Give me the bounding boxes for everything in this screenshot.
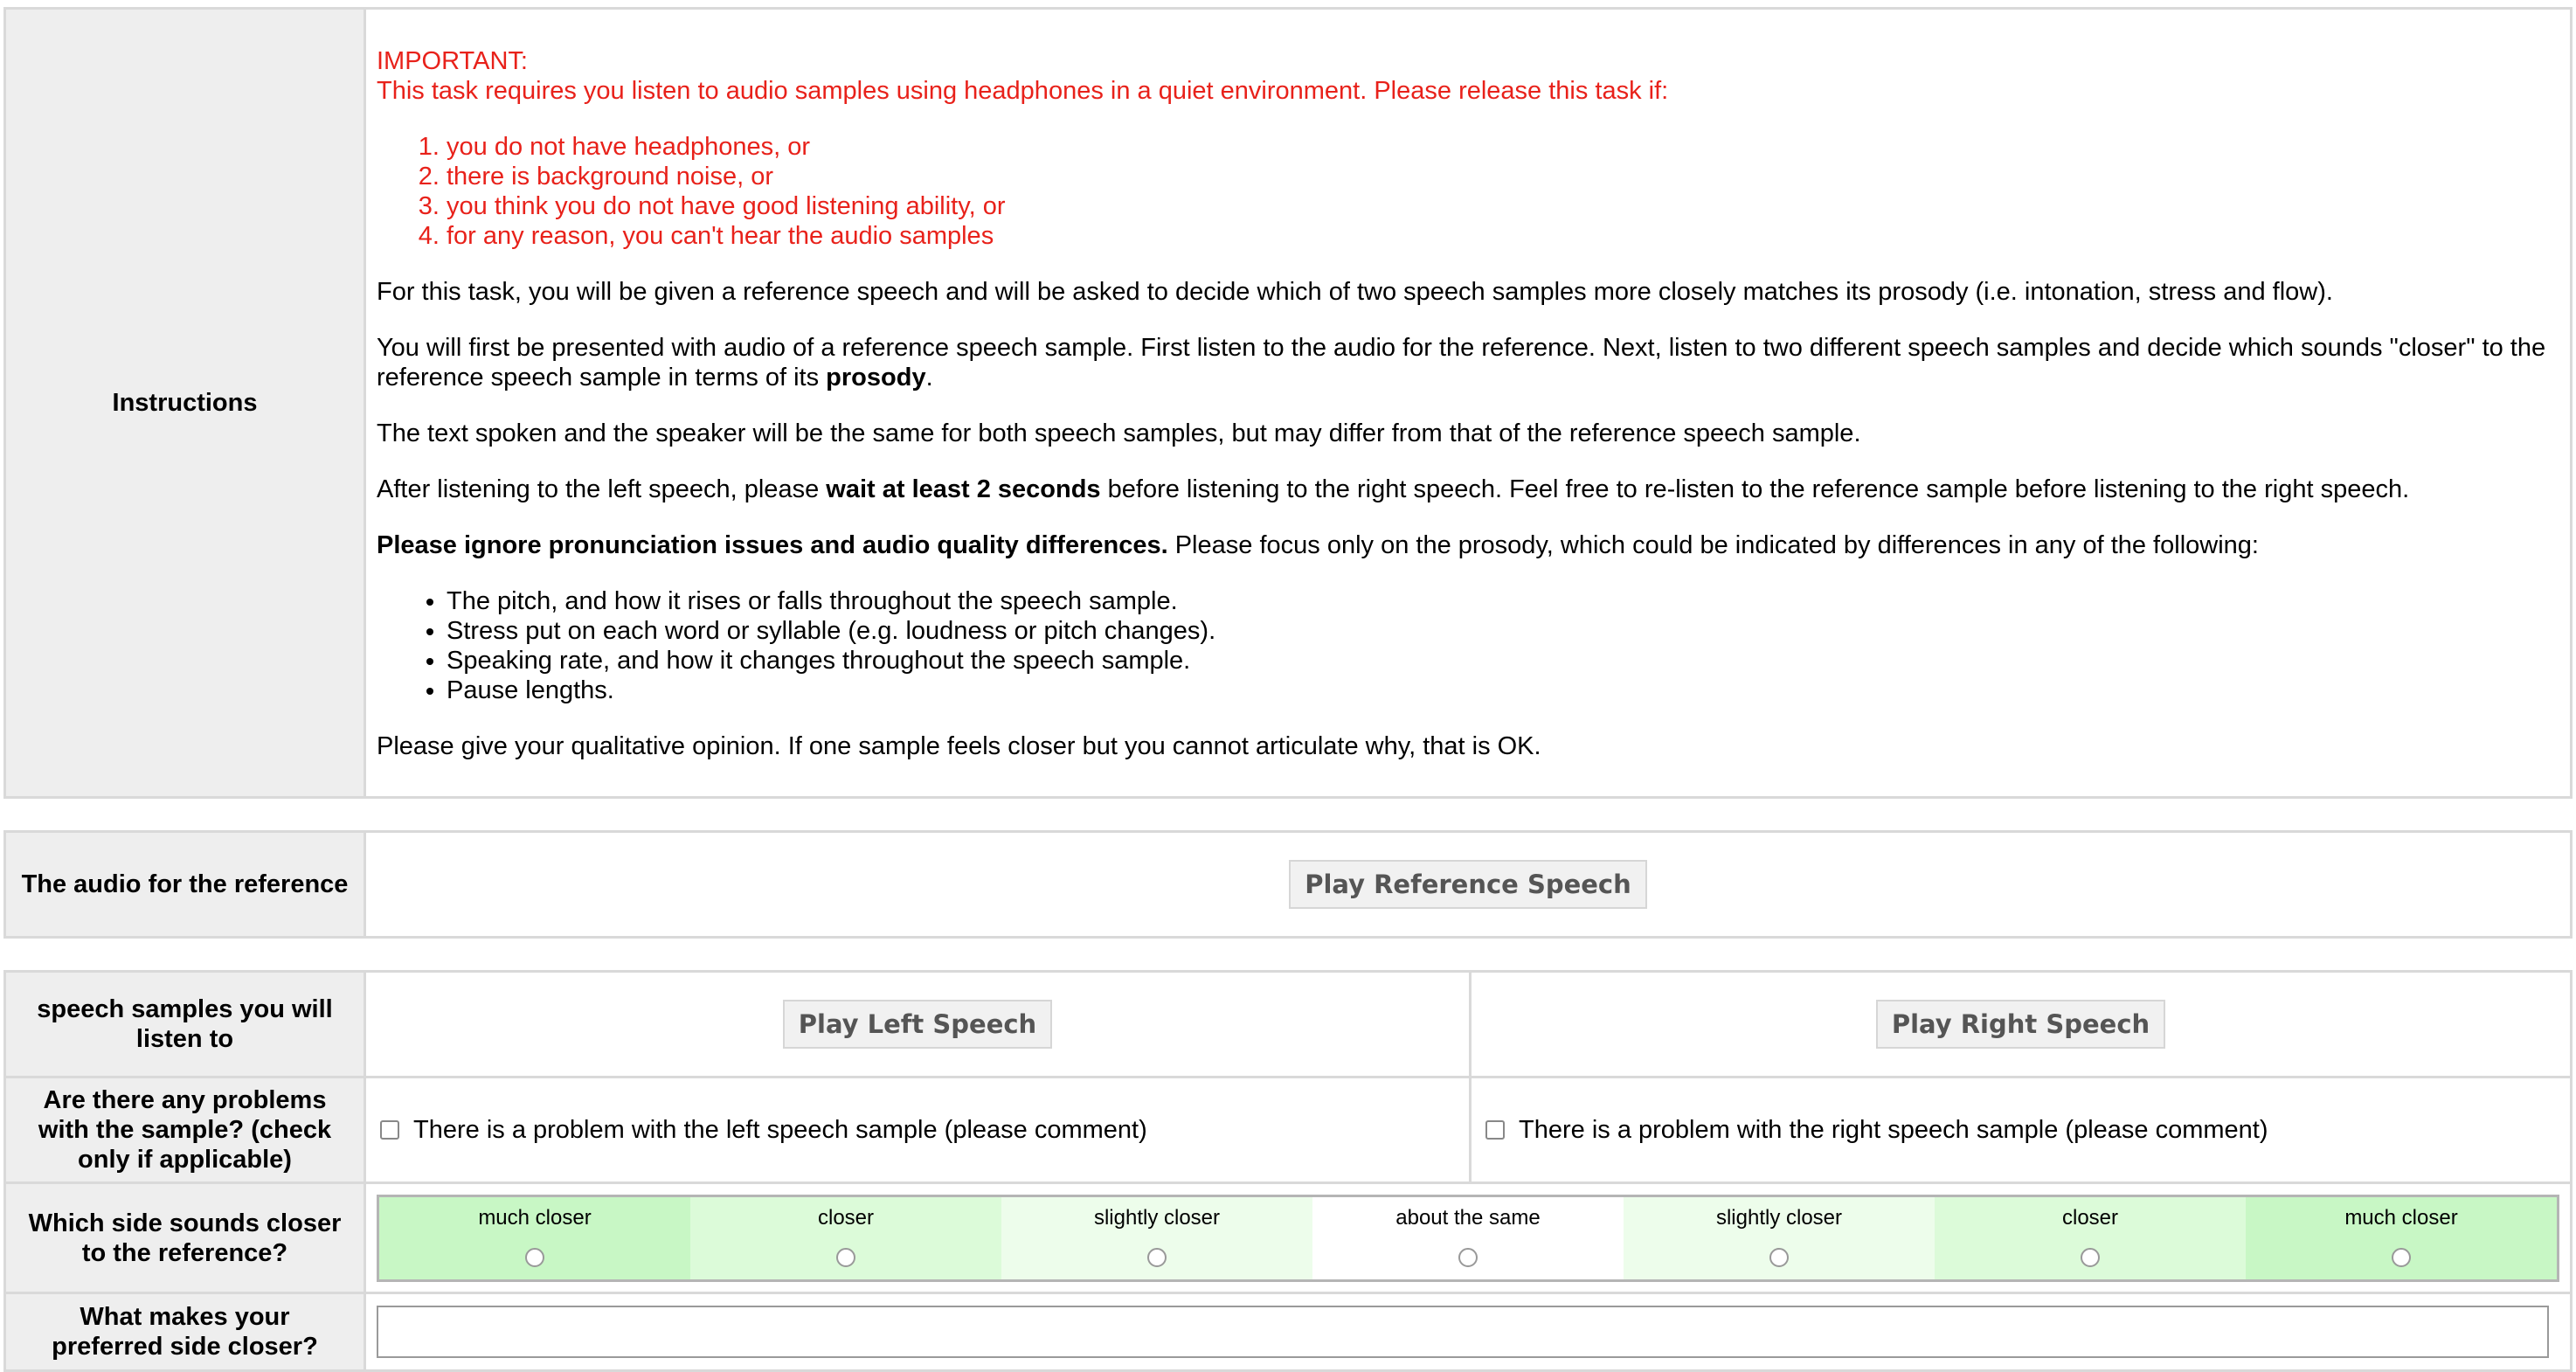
rating-option-label: about the same: [1395, 1205, 1541, 1230]
prosody-list: [377, 586, 2570, 705]
instruction-paragraph-3: The text spoken and the speaker will be the same for both speech samples, but may differ from that of the reference speech sample.: [377, 419, 1861, 447]
speech-samples-label: speech samples you will listen to: [6, 973, 366, 1076]
reference-content: [366, 833, 2570, 936]
play-right-button[interactable]: Play Right Speech: [1876, 1000, 2165, 1049]
p4-bold: wait at least 2 seconds: [826, 475, 1101, 503]
right-problem-cell: [1469, 1078, 2570, 1181]
rating-option-label: much closer: [2344, 1205, 2458, 1230]
left-problem-label: There is a problem with the left speech sample (please comment): [413, 1115, 1147, 1144]
instruction-paragraph-2: [377, 333, 2570, 392]
rating-option-label: much closer: [478, 1205, 592, 1230]
problems-label: Are there any problems with the sample? (check only if applicable): [6, 1078, 366, 1181]
reference-label: The audio for the reference: [6, 833, 366, 936]
rating-radio[interactable]: [1769, 1248, 1789, 1267]
important-heading: IMPORTANT:: [377, 47, 528, 75]
left-play-cell: [366, 973, 1469, 1076]
rating-option-label: slightly closer: [1715, 1205, 1843, 1230]
right-play-cell: [1469, 973, 2570, 1076]
prosody-item: • The pitch, and how it rises or falls throughout the speech sample.: [447, 586, 2570, 616]
p2-text: You will first be presented with audio of a reference speech sample. First listen to the audio for the reference. Next, listen to two different speech samples and decide which sounds "closer" to the reference speech sample in terms of its: [377, 334, 2546, 392]
release-reason: 4. for any reason, you can't hear the audio samples: [447, 221, 2570, 251]
rating-radio[interactable]: [1458, 1248, 1478, 1267]
prosody-item: • Pause lengths.: [447, 676, 2570, 705]
rating-option-label: closer: [2061, 1205, 2119, 1230]
prosody-item: • Speaking rate, and how it changes throughout the speech sample.: [447, 646, 2570, 676]
instructions-section: [3, 7, 2573, 799]
rating-radio[interactable]: [2392, 1248, 2411, 1267]
prosody-item: • Stress put on each word or syllable (e.g. loudness or pitch changes).: [447, 616, 2570, 646]
speech-section: [3, 970, 2573, 1372]
speech-row-rating: [6, 1184, 2570, 1294]
release-reasons-list: [377, 132, 2570, 251]
rating-radio[interactable]: [525, 1248, 544, 1267]
instruction-paragraph-6: Please give your qualitative opinion. If one sample feels closer but you cannot articulate why, that is OK.: [377, 732, 1541, 760]
speech-row-problems: [6, 1078, 2570, 1184]
instruction-paragraph-5: [377, 530, 2570, 560]
right-problem-label: There is a problem with the right speech sample (please comment): [1519, 1115, 2268, 1144]
rating-option-label: closer: [817, 1205, 875, 1230]
rating-option-about-same[interactable]: [1312, 1197, 1624, 1279]
rating-option-right-much-closer[interactable]: [2246, 1197, 2557, 1279]
instructions-label: Instructions: [6, 10, 366, 796]
comment-textarea[interactable]: [377, 1306, 2549, 1358]
right-problem-checkbox[interactable]: [1485, 1120, 1505, 1140]
rating-option-left-closer[interactable]: [690, 1197, 1001, 1279]
rating-option-label: slightly closer: [1093, 1205, 1221, 1230]
p4-end: before listening to the right speech. Feel free to re-listen to the reference sample before listening to the right speech.: [1100, 475, 2410, 503]
rating-radio[interactable]: [836, 1248, 855, 1267]
instructions-content: [366, 10, 2570, 796]
rating-scale: [377, 1195, 2559, 1282]
speech-row-play: [6, 973, 2570, 1078]
rating-option-left-slightly-closer[interactable]: [1001, 1197, 1312, 1279]
rating-radio[interactable]: [2081, 1248, 2100, 1267]
p5-text: Please focus only on the prosody, which could be indicated by differences in any of the following:: [1167, 531, 2259, 559]
important-text: This task requires you listen to audio samples using headphones in a quiet environment. Please release this task if:: [377, 77, 1669, 105]
play-left-button[interactable]: Play Left Speech: [783, 1000, 1052, 1049]
p2-bold: prosody: [826, 364, 926, 392]
p4-text: After listening to the left speech, please: [377, 475, 827, 503]
release-reason: 2. there is background noise, or: [447, 162, 2570, 191]
comment-cell: [366, 1294, 2570, 1369]
closer-question-label: Which side sounds closer to the reference?: [6, 1184, 366, 1292]
instruction-paragraph-1: For this task, you will be given a reference speech and will be asked to decide which of two speech samples more closely matches its prosody (i.e. intonation, stress and flow).: [377, 278, 2333, 306]
release-reason: 3. you think you do not have good listening ability, or: [447, 191, 2570, 221]
p2-end: .: [925, 364, 933, 392]
speech-row-comment: [6, 1294, 2570, 1369]
reference-section: [3, 830, 2573, 939]
rating-option-right-slightly-closer[interactable]: [1624, 1197, 1935, 1279]
rating-option-left-much-closer[interactable]: [379, 1197, 690, 1279]
left-problem-cell: [366, 1078, 1469, 1181]
comment-label: What makes your preferred side closer?: [6, 1294, 366, 1369]
p5-bold: Please ignore pronunciation issues and audio quality differences.: [377, 531, 1168, 559]
rating-option-right-closer[interactable]: [1935, 1197, 2246, 1279]
rating-cell: [366, 1184, 2570, 1292]
left-problem-checkbox[interactable]: [380, 1120, 399, 1140]
rating-radio[interactable]: [1147, 1248, 1167, 1267]
instruction-paragraph-4: [377, 475, 2570, 504]
release-reason: 1. you do not have headphones, or: [447, 132, 2570, 162]
play-reference-button[interactable]: Play Reference Speech: [1289, 860, 1647, 909]
